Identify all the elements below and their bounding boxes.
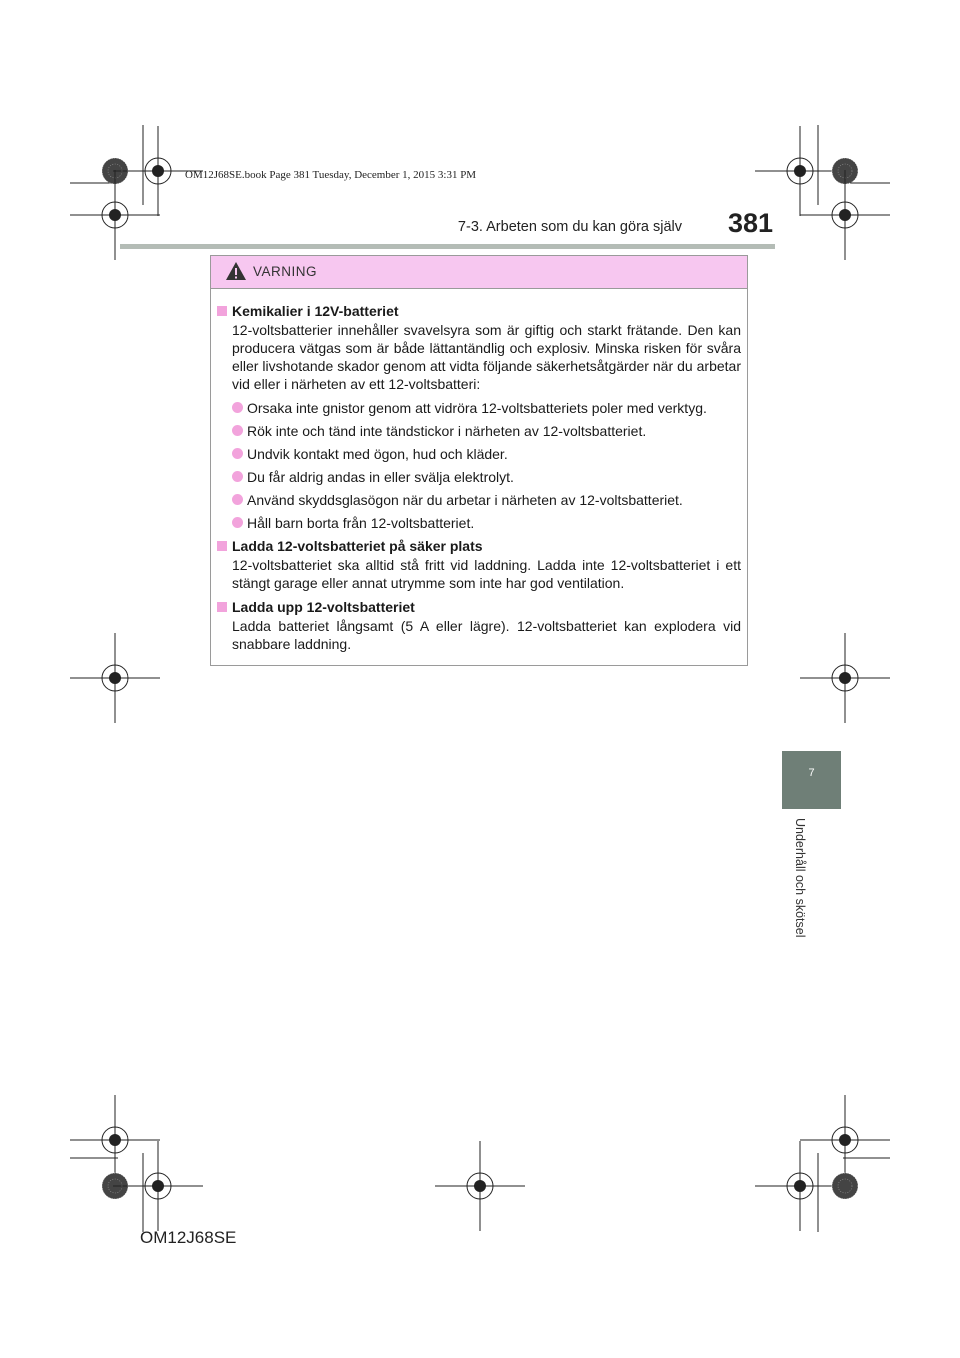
- section-text: 12-voltsbatteriet ska alltid stå fritt vid laddning. Ladda inte 12-voltsbatteriet i ett stängt garage eller annat utrymme som inte har god ventilation.: [232, 557, 741, 591]
- section-heading: [217, 598, 741, 616]
- list-item-text: Rök inte och tänd inte tändstickor i närheten av 12-voltsbatteriet.: [247, 423, 647, 439]
- bullet-dot-icon: [232, 517, 243, 528]
- list-item-text: Orsaka inte gnistor genom att vidröra 12-voltsbatteriets poler med verktyg.: [247, 400, 707, 416]
- list-item-text: Använd skyddsglasögon när du arbetar i närheten av 12-voltsbatteriet.: [247, 492, 683, 508]
- warning-header: [211, 256, 747, 289]
- header-rule: [120, 244, 775, 249]
- section-heading-text: Kemikalier i 12V-batteriet: [232, 303, 399, 319]
- section-text: Ladda batteriet långsamt (5 A eller lägre). 12-voltsbatteriet kan explodera vid snabbare laddning.: [232, 618, 741, 652]
- warning-body: [211, 289, 747, 653]
- chapter-title: Underhåll och skötsel: [793, 818, 807, 938]
- warning-triangle-icon: [225, 261, 247, 281]
- list-item: [217, 514, 741, 532]
- section-heading-text: Ladda upp 12-voltsbatteriet: [232, 599, 415, 615]
- section-title: 7-3. Arbeten som du kan göra själv: [457, 219, 682, 235]
- bullet-dot-icon: [232, 471, 243, 482]
- list-item: [217, 422, 741, 440]
- list-item: [217, 491, 741, 509]
- list-item-text: Håll barn borta från 12-voltsbatteriet.: [247, 515, 475, 531]
- list-item: [217, 399, 741, 417]
- list-item: [217, 445, 741, 463]
- square-bullet-icon: [217, 541, 227, 551]
- section-text: 12-voltsbatterier innehåller svavelsyra som är giftig och starkt frätande. Den kan producera vätgas som är både lättantändlig och explosiv. Minska risken för svåra eller livshotande skador genom att vidta följande säkerhetsåtgärder när du arbetar vid eller i närheten av ett 12-voltsbatteri:: [232, 322, 741, 392]
- warning-label: VARNING: [253, 264, 318, 279]
- doc-code: OM12J68SE: [140, 1228, 237, 1247]
- warning-box: [210, 255, 748, 666]
- list-item: [217, 468, 741, 486]
- section-heading: [217, 302, 741, 320]
- square-bullet-icon: [217, 602, 227, 612]
- bullet-dot-icon: [232, 402, 243, 413]
- chapter-tab: 7: [782, 751, 841, 809]
- page-number: 381: [728, 208, 774, 238]
- section-heading: [217, 537, 741, 555]
- section-heading-text: Ladda 12-voltsbatteriet på säker plats: [232, 538, 483, 554]
- square-bullet-icon: [217, 306, 227, 316]
- bullet-dot-icon: [232, 494, 243, 505]
- bullet-dot-icon: [232, 425, 243, 436]
- list-item-text: Du får aldrig andas in eller svälja elektrolyt.: [247, 469, 514, 485]
- book-stamp: OM12J68SE.book Page 381 Tuesday, December 1, 2015 3:31 PM: [185, 169, 477, 181]
- bullet-dot-icon: [232, 448, 243, 459]
- list-item-text: Undvik kontakt med ögon, hud och kläder.: [247, 446, 508, 462]
